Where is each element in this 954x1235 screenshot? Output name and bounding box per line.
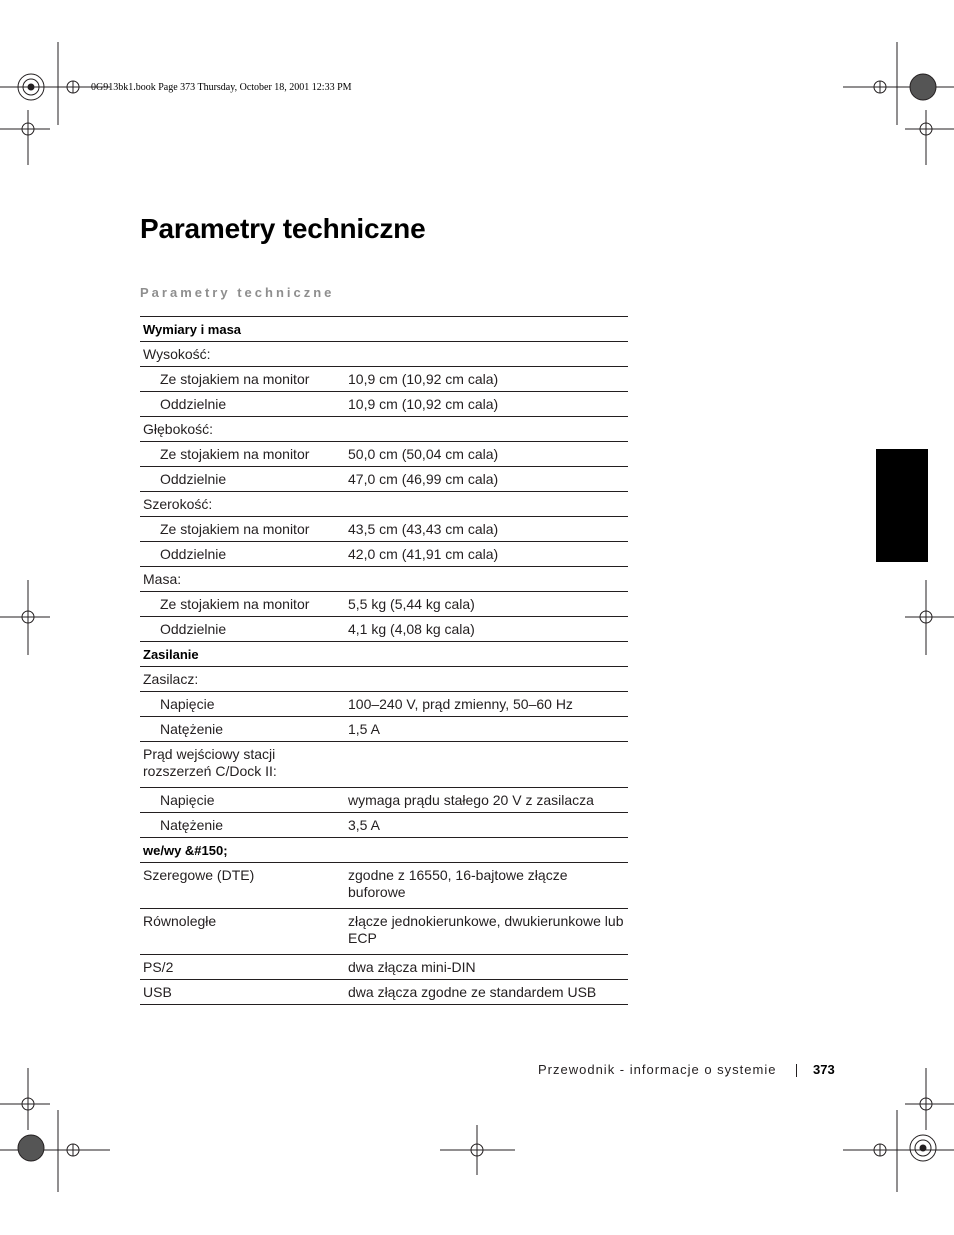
table-cell-label — [140, 692, 345, 717]
table-cell-value — [345, 542, 628, 567]
table-cell-value — [345, 492, 628, 517]
spec-label: Prąd wejściowy stacji rozszerzeń C/Dock II: — [143, 746, 277, 779]
table-cell-label — [140, 717, 345, 742]
table-cell-value — [345, 517, 628, 542]
spec-value — [345, 667, 628, 674]
table-cell-value — [345, 813, 628, 838]
specifications-table — [140, 316, 628, 1005]
section-title: Parametry techniczne — [140, 285, 335, 300]
table-cell-label — [140, 863, 345, 909]
table-cell-value — [345, 955, 628, 980]
spec-value: wymaga prądu stałego 20 V z zasilacza — [348, 792, 594, 808]
table-cell-label — [140, 742, 345, 788]
table-cell-label — [140, 542, 345, 567]
table-cell-label — [140, 317, 345, 342]
spec-value — [345, 342, 628, 349]
spec-label: Oddzielnie — [160, 396, 227, 412]
table-row — [140, 980, 628, 1005]
table-cell-label — [140, 592, 345, 617]
table-cell-value — [345, 592, 628, 617]
spec-label: Wymiary i masa — [143, 322, 242, 337]
table-cell-value — [345, 788, 628, 813]
spec-value: 42,0 cm (41,91 cm cala) — [348, 546, 499, 562]
table-cell-value — [345, 692, 628, 717]
spec-value: 50,0 cm (50,04 cm cala) — [348, 446, 499, 462]
table-cell-value — [345, 367, 628, 392]
table-cell-label — [140, 467, 345, 492]
spec-label: Szerokość: — [143, 496, 213, 512]
spec-label: Oddzielnie — [160, 621, 227, 637]
spec-value: 5,5 kg (5,44 kg cala) — [348, 596, 475, 612]
spec-label: Masa: — [143, 571, 182, 587]
table-row — [140, 542, 628, 567]
spec-value: zgodne z 16550, 16-bajtowe złącze buforowe — [348, 867, 568, 900]
page-number: 373 — [813, 1062, 835, 1077]
table-cell-label — [140, 788, 345, 813]
chapter-thumb-tab — [876, 449, 928, 562]
table-cell-value — [345, 863, 628, 909]
table-cell-label — [140, 417, 345, 442]
table-cell-label — [140, 813, 345, 838]
spec-value — [345, 742, 628, 753]
table-cell-label — [140, 492, 345, 517]
specifications-table-body — [140, 317, 628, 1005]
table-row — [140, 492, 628, 517]
spec-value: 47,0 cm (46,99 cm cala) — [348, 471, 499, 487]
footer-text: Przewodnik - informacje o systemie — [538, 1062, 777, 1077]
table-cell-value — [345, 909, 628, 955]
table-row — [140, 567, 628, 592]
table-cell-value — [345, 342, 628, 367]
table-cell-value — [345, 980, 628, 1005]
spec-value: dwa złącza mini-DIN — [348, 959, 476, 975]
spec-value: 4,1 kg (4,08 kg cala) — [348, 621, 475, 637]
table-cell-value — [345, 717, 628, 742]
table-cell-value — [345, 417, 628, 442]
table-cell-label — [140, 909, 345, 955]
spec-label: Wysokość: — [143, 346, 211, 362]
table-row — [140, 467, 628, 492]
spec-label: Natężenie — [160, 817, 224, 833]
table-cell-label — [140, 955, 345, 980]
table-cell-value — [345, 392, 628, 417]
table-row — [140, 717, 628, 742]
table-cell-label — [140, 517, 345, 542]
spec-value — [345, 492, 628, 499]
table-row — [140, 692, 628, 717]
table-row — [140, 592, 628, 617]
table-cell-value — [345, 467, 628, 492]
table-cell-value — [345, 617, 628, 642]
table-cell-label — [140, 667, 345, 692]
table-row — [140, 317, 628, 342]
table-row — [140, 442, 628, 467]
footer-separator — [796, 1064, 797, 1077]
table-cell-label — [140, 617, 345, 642]
table-row — [140, 617, 628, 642]
table-row — [140, 742, 628, 788]
spec-value: 1,5 A — [348, 721, 380, 737]
spec-label: Głębokość: — [143, 421, 214, 437]
spec-label: Napięcie — [160, 792, 215, 808]
table-row — [140, 517, 628, 542]
table-row — [140, 813, 628, 838]
table-cell-value — [345, 567, 628, 592]
table-row — [140, 863, 628, 909]
spec-label: Ze stojakiem na monitor — [160, 371, 310, 387]
table-row — [140, 838, 628, 863]
spec-value — [345, 567, 628, 574]
table-cell-label — [140, 567, 345, 592]
table-cell-label — [140, 367, 345, 392]
spec-value: złącze jednokierunkowe, dwukierunkowe lub ECP — [348, 913, 624, 946]
table-row — [140, 788, 628, 813]
spec-label: Natężenie — [160, 721, 224, 737]
table-cell-label — [140, 392, 345, 417]
table-row — [140, 342, 628, 367]
page-title: Parametry techniczne — [140, 213, 426, 244]
table-cell-label — [140, 342, 345, 367]
table-row — [140, 367, 628, 392]
spec-label: Ze stojakiem na monitor — [160, 596, 310, 612]
table-cell-label — [140, 642, 345, 667]
spec-value: 10,9 cm (10,92 cm cala) — [348, 396, 499, 412]
spec-value — [345, 838, 628, 845]
table-cell-value — [345, 642, 628, 667]
table-row — [140, 667, 628, 692]
table-row — [140, 392, 628, 417]
spec-value — [345, 642, 628, 649]
table-cell-value — [345, 667, 628, 692]
table-row — [140, 642, 628, 667]
spec-value — [345, 417, 628, 424]
table-cell-label — [140, 442, 345, 467]
spec-value — [345, 317, 628, 324]
table-cell-label — [140, 838, 345, 863]
spec-label: USB — [143, 984, 172, 1000]
spec-value: dwa złącza zgodne ze standardem USB — [348, 984, 597, 1000]
table-cell-value — [345, 442, 628, 467]
spec-label: Napięcie — [160, 696, 215, 712]
table-row — [140, 417, 628, 442]
spec-label: Ze stojakiem na monitor — [160, 521, 310, 537]
table-row — [140, 909, 628, 955]
table-cell-value — [345, 742, 628, 788]
table-cell-value — [345, 838, 628, 863]
spec-label: Zasilanie — [143, 647, 199, 662]
spec-label: we/wy &#150; — [143, 843, 228, 858]
spec-value: 3,5 A — [348, 817, 380, 833]
print-header-info: 0G913bk1.book Page 373 Thursday, October 18, 2001 12:33 PM — [91, 82, 352, 93]
spec-label: Szeregowe (DTE) — [143, 867, 255, 883]
spec-label: Oddzielnie — [160, 546, 227, 562]
table-cell-label — [140, 980, 345, 1005]
spec-value: 100–240 V, prąd zmienny, 50–60 Hz — [348, 696, 573, 712]
spec-label: Równoległe — [143, 913, 217, 929]
spec-label: Zasilacz: — [143, 671, 199, 687]
spec-value: 43,5 cm (43,43 cm cala) — [348, 521, 499, 537]
spec-label: Oddzielnie — [160, 471, 227, 487]
spec-value: 10,9 cm (10,92 cm cala) — [348, 371, 499, 387]
table-row — [140, 955, 628, 980]
table-cell-value — [345, 317, 628, 342]
spec-label: Ze stojakiem na monitor — [160, 446, 310, 462]
spec-label: PS/2 — [143, 959, 174, 975]
